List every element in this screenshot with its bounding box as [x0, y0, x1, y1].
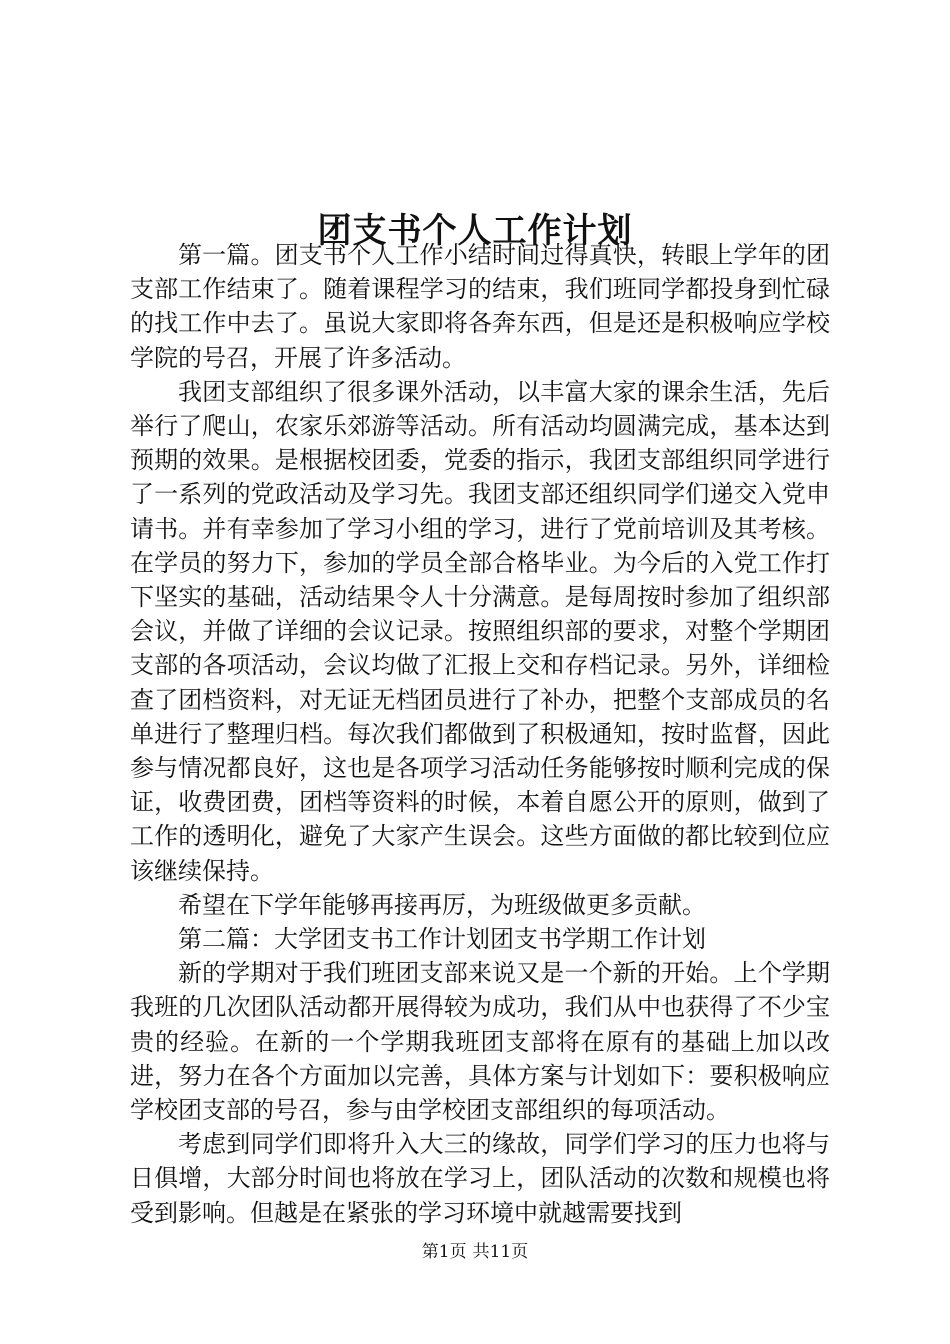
document-title: 团支书个人工作计划	[317, 210, 633, 251]
paragraph: 第一篇。团支书个人工作小结时间过得真快，转眼上学年的团支部工作结束了。随着课程学习的结束，我们班同学都投身到忙碌的找工作中去了。虽说大家即将各奔东西，但是还是积极响应学校学院的号召，开展了许多活动。	[130, 241, 830, 372]
paragraph: 考虑到同学们即将升入大三的缘故，同学们学习的压力也将与日俱增，大部分时间也将放在学习上，团队活动的次数和规模也将受到影响。但越是在紧张的学习环境中就越需要找到	[130, 1130, 830, 1227]
paragraph: 新的学期对于我们班团支部来说又是一个新的开始。上个学期我班的几次团队活动都开展得较为成功，我们从中也获得了不少宝贵的经验。在新的一个学期我班团支部将在原有的基础上加以改进，努力在各个方面加以完善，具体方案与计划如下：要积极响应学校团支部的号召，参与由学校团支部组织的每项活动。	[130, 959, 830, 1125]
page-number: 第1页	[421, 1242, 467, 1262]
paragraph: 我团支部组织了很多课外活动，以丰富大家的课余生活，先后举行了爬山，农家乐郊游等活动。所有活动均圆满完成，基本达到预期的效果。是根据校团委，党委的指示，我团支部组织同学进行了一系列的党政活动及学习先。我团支部还组织同学们递交入党申请书。并有幸参加了学习小组的学习，进行了党前培训及其考核。在学员的努力下，参加的学员全部合格毕业。为今后的入党工作打下坚实的基础，活动结果令人十分满意。是每周按时参加了组织部会议，并做了详细的会议记录。按照组织部的要求，对整个学期团支部的各项活动，会议均做了汇报上交和存档记录。另外，详细检查了团档资料，对无证无档团员进行了补办，把整个支部成员的名单进行了整理归档。每次我们都做到了积极通知，按时监督，因此参与情况都良好，这也是各项学习活动任务能够按时顺利完成的保证，收费团费，团档等资料的时候，本着自愿公开的原则，做到了工作的透明化，避免了大家产生误会。这些方面做的都比较到位应该继续保持。	[130, 377, 830, 885]
page-footer	[0, 1240, 950, 1264]
document-body	[130, 238, 830, 1230]
page-total: 共11页	[472, 1242, 529, 1262]
section-heading: 第二篇：大学团支书工作计划团支书学期工作计划	[178, 925, 706, 954]
paragraph: 希望在下学年能够再接再厉，为班级做更多贡献。	[178, 890, 706, 919]
